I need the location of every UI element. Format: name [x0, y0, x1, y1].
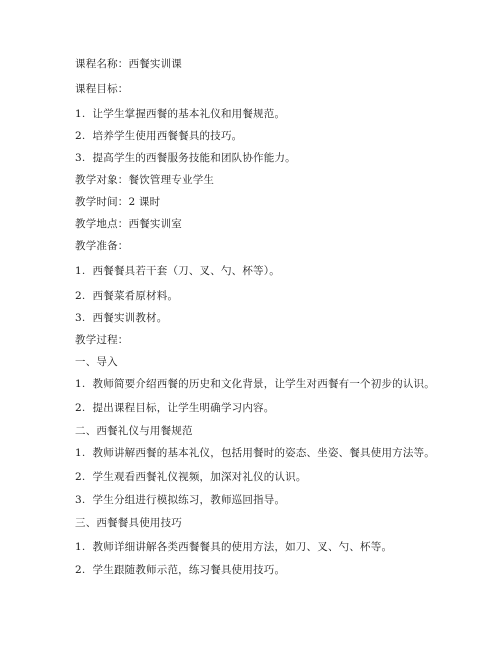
list-number: 2.: [75, 564, 86, 576]
teaching-time: 教学时间：2 课时: [75, 196, 161, 208]
list-number: 1.: [75, 265, 86, 277]
list-number: 2.: [75, 402, 86, 414]
list-number: 1.: [75, 447, 86, 459]
objective-item: [75, 129, 242, 143]
section-item: [75, 540, 392, 554]
list-text: 提出课程目标，让学生明确学习内容。: [92, 402, 275, 414]
list-number: 3.: [75, 152, 86, 164]
section-item: [75, 377, 435, 391]
list-number: 1.: [75, 541, 86, 553]
list-text: 西餐实训教材。: [92, 312, 168, 324]
section-title: 二、西餐礼仪与用餐规范: [75, 425, 193, 437]
list-text: 西餐菜肴原材料。: [92, 290, 179, 302]
process-title: 教学过程：: [75, 334, 129, 346]
section-title: 三、西餐餐具使用技巧: [75, 517, 182, 529]
course-name: 课程名称：西餐实训课: [75, 58, 182, 70]
list-text: 让学生掌握西餐的基本礼仪和用餐规范。: [92, 108, 286, 120]
section-item: [75, 446, 435, 460]
objective-item: [75, 107, 285, 121]
list-text: 培养学生使用西餐餐具的技巧。: [92, 130, 243, 142]
list-number: 1.: [75, 378, 86, 390]
list-number: 3.: [75, 312, 86, 324]
prep-item: [75, 264, 280, 278]
list-text: 提高学生的西餐服务技能和团队协作能力。: [92, 152, 296, 164]
prep-title: 教学准备：: [75, 240, 129, 252]
list-number: 3.: [75, 494, 86, 506]
objectives-title: 课程目标：: [75, 83, 129, 95]
section-title: 一、导入: [75, 356, 118, 368]
section-item: [75, 493, 285, 507]
list-text: 教师简要介绍西餐的历史和文化背景，让学生对西餐有一个初步的认识。: [92, 378, 435, 390]
list-number: 2.: [75, 471, 86, 483]
teaching-location: 教学地点：西餐实训室: [75, 218, 182, 230]
list-text: 西餐餐具若干套（刀、叉、勺、杯等）。: [92, 265, 280, 277]
prep-item: [75, 289, 178, 303]
teaching-target: 教学对象：餐饮管理专业学生: [75, 174, 215, 186]
section-item: [75, 563, 285, 577]
section-item: [75, 470, 307, 484]
list-text: 教师讲解西餐的基本礼仪，包括用餐时的姿态、坐姿、餐具使用方法等。: [92, 447, 435, 459]
objective-item: [75, 151, 296, 165]
list-number: 2.: [75, 130, 86, 142]
list-text: 教师详细讲解各类西餐餐具的使用方法，如刀、叉、勺、杯等。: [92, 541, 393, 553]
list-number: 1.: [75, 108, 86, 120]
list-text: 学生观看西餐礼仪视频，加深对礼仪的认识。: [92, 471, 307, 483]
section-item: [75, 401, 274, 415]
list-text: 学生跟随教师示范，练习餐具使用技巧。: [92, 564, 286, 576]
list-text: 学生分组进行模拟练习，教师巡回指导。: [92, 494, 286, 506]
prep-item: [75, 311, 167, 325]
list-number: 2.: [75, 290, 86, 302]
